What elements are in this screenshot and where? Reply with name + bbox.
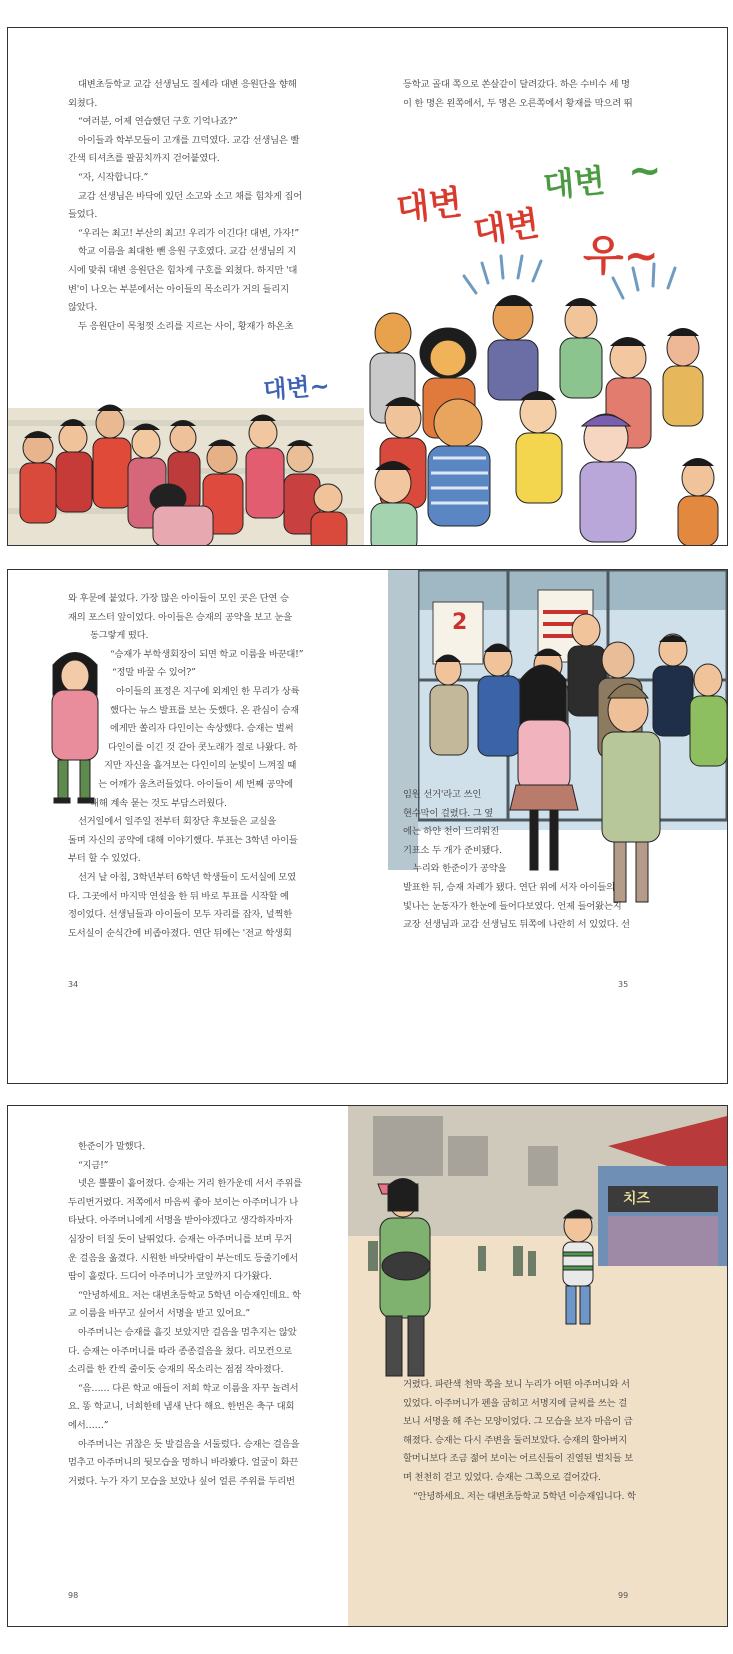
text-line: 대해 계속 묻는 것도 부담스러웠다. bbox=[90, 797, 227, 809]
text-line: 대변초등학교 교감 선생님도 질세라 대변 응원단을 향해 bbox=[78, 79, 297, 90]
page-left-text bbox=[68, 1138, 302, 1491]
text-line: 거렸다. 파란색 천막 쪽을 보니 누리가 어떤 아주머니와 서 bbox=[403, 1379, 630, 1390]
text-line: “정말 바꿀 수 있어?” bbox=[112, 667, 196, 679]
page-number-left: 98 bbox=[68, 1591, 79, 1600]
text-line: 타났다. 아주머니에게 서명을 받아야겠다고 생각하자마자 bbox=[68, 1215, 293, 1227]
page-right-text bbox=[403, 76, 633, 113]
text-line: “음…… 다른 학교 애들이 저희 학교 이름을 자꾸 놀려서 bbox=[78, 1382, 299, 1394]
page-left-text bbox=[68, 590, 303, 943]
text-line: 아주머니는 귀찮은 듯 발걸음을 서둘렀다. 승재는 걸음을 bbox=[78, 1438, 300, 1450]
text-line: 교감 선생님은 바닥에 있던 소고와 소고 채를 힘차게 집어 bbox=[78, 190, 303, 202]
shout-daebyeon-3: 대변 bbox=[541, 161, 607, 205]
text-line: 현수막이 걸렸다. 그 옆 bbox=[403, 807, 494, 819]
text-line: 임원 선거'라고 쓰인 bbox=[403, 789, 482, 800]
shout-daebyeon-2: 대변 bbox=[471, 203, 542, 253]
text-line: 는 어깨가 움츠러들었다. 아이들이 세 번째 공약에 bbox=[98, 778, 293, 790]
text-line: 했다는 뉴스 발표를 보는 듯했다. 온 관심이 승재 bbox=[110, 704, 299, 716]
text-line: 땀이 흘렀다. 드디어 아주머니가 코앞까지 다가왔다. bbox=[68, 1271, 272, 1283]
text-line: “여러분, 어제 연습했던 구호 기억나죠?” bbox=[78, 116, 238, 128]
text-line: “지금!” bbox=[78, 1159, 109, 1171]
text-line: 와 후문에 붙었다. 가장 많은 아이들이 모인 곳은 단연 승 bbox=[68, 593, 289, 604]
book-spread-1 bbox=[7, 27, 728, 546]
text-line: 요. 똥 학교니, 너희한테 냄새 난다 해요. 한번은 축구 대회 bbox=[68, 1401, 295, 1413]
text-line: 외쳤다. bbox=[68, 97, 98, 109]
text-line: 정이었다. 선생님들과 아이들이 모두 자리를 잡자, 널찍한 bbox=[68, 909, 293, 921]
text-line: 멈추고 아주머니의 뒷모습을 멍하니 바라봤다. 얼굴이 화끈 bbox=[68, 1457, 299, 1469]
page-right-text bbox=[403, 1376, 636, 1506]
text-line: 돌며 자신의 공약에 대해 이야기했다. 투표는 3학년 아이들 bbox=[68, 834, 298, 846]
poster-number: 2 bbox=[452, 610, 468, 635]
text-line: 소리를 한 칸씩 줄이듯 승재의 목소리는 점점 작아졌다. bbox=[68, 1364, 284, 1376]
page-right-text bbox=[403, 786, 630, 935]
text-line: “안녕하세요. 저는 대변초등학교 5학년 이승재인데요. 학 bbox=[78, 1289, 301, 1301]
page-number-right: 99 bbox=[618, 1591, 629, 1600]
shout-tilde: ~ bbox=[628, 148, 662, 194]
text-line: 지만 자신을 흘겨보는 다인이의 눈빛이 느껴질 때 bbox=[104, 760, 297, 772]
text-line: 보니 서명을 해 주는 모양이었다. 그 모습을 보자 마음이 급 bbox=[403, 1416, 633, 1428]
text-line: 교 이름을 바꾸고 싶어서 서명을 받고 있어요.” bbox=[68, 1308, 250, 1320]
shout-woo: 우~ bbox=[583, 231, 659, 280]
text-line: 기표소 두 개가 준비됐다. bbox=[403, 844, 502, 856]
text-line: 시에 맞춰 대변 응원단은 힘차게 구호를 외쳤다. 하지만 '대 bbox=[68, 264, 298, 276]
text-line: 이 한 명은 왼쪽에서, 두 명은 오른쪽에서 황재를 막으려 뛰 bbox=[403, 97, 633, 109]
text-line: 아이들과 학부모들이 고개를 끄덕였다. 교감 선생님은 빨 bbox=[78, 134, 300, 146]
book-spread-3 bbox=[7, 1105, 728, 1627]
text-line: 에게만 쏠리자 다인이는 속상했다. 승재는 벌써 bbox=[110, 723, 294, 735]
text-line: 운 걸음을 옮겼다. 시원한 바닷바람이 부는데도 등줄기에서 bbox=[68, 1252, 299, 1264]
text-line: “승재가 부학생회장이 되면 학교 이름을 바꾼대!” bbox=[110, 648, 304, 660]
market-sign-text: 치즈 bbox=[623, 1191, 651, 1207]
text-line: 변'이 나오는 부분에서는 아이들의 목소리가 거의 들리지 bbox=[68, 283, 289, 295]
page-number-right: 35 bbox=[618, 980, 629, 989]
text-line: 있었다. 아주머니가 펜을 굽히고 서명지에 글씨를 쓰는 걸 bbox=[403, 1397, 628, 1409]
text-line: 넷은 뿔뿔이 흩어졌다. 승재는 거리 한가운데 서서 주위를 bbox=[78, 1178, 303, 1190]
text-line: 교장 선생님과 교감 선생님도 뒤쪽에 나란히 서 있었다. 선 bbox=[403, 919, 630, 931]
text-line: 거렸다. 누가 자기 모습을 보았나 싶어 얼른 주위를 두리번 bbox=[68, 1475, 295, 1487]
text-line: 두 응원단이 목청껏 소리를 지르는 사이, 황재가 하온초 bbox=[78, 320, 294, 332]
text-line: 간색 티셔츠를 팔꿈치까지 걷어붙였다. bbox=[68, 153, 220, 165]
book-spread-2 bbox=[7, 569, 728, 1084]
text-line: 할머니보다 조금 젊어 보이는 어르신들이 진열된 벌치들 보 bbox=[403, 1453, 634, 1465]
text-line: 해졌다. 승재는 다시 주변을 둘러보았다. 승재의 할아버지 bbox=[403, 1434, 628, 1446]
text-line: 한준이가 말했다. bbox=[78, 1141, 145, 1152]
page-left-text bbox=[68, 76, 302, 336]
text-line: 며 천천히 걷고 있었다. 승재는 그쪽으로 걸어갔다. bbox=[403, 1471, 601, 1483]
text-line: 심장이 터질 듯이 날뛰었다. 승재는 아주머니를 보며 무거 bbox=[68, 1233, 293, 1245]
shout-daebyeon-small: 대변~ bbox=[262, 371, 331, 405]
text-line: “안녕하세요. 저는 대변초등학교 5학년 이승재입니다. 학 bbox=[413, 1490, 636, 1502]
text-line: “우리는 최고! 부산의 최고! 우리가 이긴다! 대변, 가자!” bbox=[78, 227, 299, 239]
text-line: 아이들의 표정은 지구에 외계인 한 무리가 상륙 bbox=[116, 685, 300, 697]
text-line: 선거 날 아침, 3학년부터 6학년 학생들이 도서실에 모였 bbox=[78, 871, 296, 883]
text-line: 않았다. bbox=[68, 302, 98, 314]
text-line: “자, 시작합니다.” bbox=[78, 171, 149, 183]
text-line: 두리번거렸다. 저쪽에서 마음씨 좋아 보이는 아주머니가 나 bbox=[68, 1196, 299, 1208]
text-line: 발표한 뒤, 승재 차례가 됐다. 연단 위에 서자 아이들의 bbox=[403, 881, 615, 893]
page-number-left: 34 bbox=[68, 980, 79, 989]
text-line: 다인이를 이긴 것 같아 콧노래가 절로 나왔다. 하 bbox=[108, 741, 297, 753]
text-line: 빛나는 눈동자가 한눈에 들어다보였다. 언제 들어왔는지 bbox=[403, 900, 622, 912]
text-line: 학교 이름을 최대한 뺀 응원 구호였다. 교감 선생님의 지 bbox=[78, 246, 296, 258]
text-line: 다. 그곳에서 마지막 연설을 한 뒤 바로 투표를 시작할 예 bbox=[68, 890, 289, 902]
text-line: 부터 할 수 있었다. bbox=[68, 853, 141, 865]
text-line: 등학교 골대 쪽으로 쏜살같이 달려갔다. 하은 수비수 세 명 bbox=[403, 79, 630, 90]
text-line: 동그랗게 떴다. bbox=[90, 630, 149, 642]
text-line: 재의 포스터 앞이었다. 아이들은 승재의 공약을 보고 눈을 bbox=[68, 611, 293, 623]
shout-daebyeon-1: 대변 bbox=[394, 182, 464, 230]
text-line: 들었다. bbox=[68, 209, 98, 221]
text-line: 도서실이 순식간에 비좁아졌다. 연단 뒤에는 '전교 학생회 bbox=[68, 927, 292, 939]
text-line: 에서……” bbox=[68, 1419, 109, 1431]
text-line: 다. 승재는 아주머니를 따라 종종걸음을 쳤다. 리모컨으로 bbox=[68, 1345, 293, 1357]
text-line: 선거일에서 일주일 전부터 회장단 후보들은 교실을 bbox=[78, 816, 277, 828]
text-line: 누리와 한준이가 공약을 bbox=[413, 863, 507, 875]
text-line: 에는 하얀 천이 드리워진 bbox=[403, 826, 500, 838]
text-line: 아주머니는 승재를 흘깃 보았지만 걸음을 멈추지는 않았 bbox=[78, 1326, 297, 1338]
